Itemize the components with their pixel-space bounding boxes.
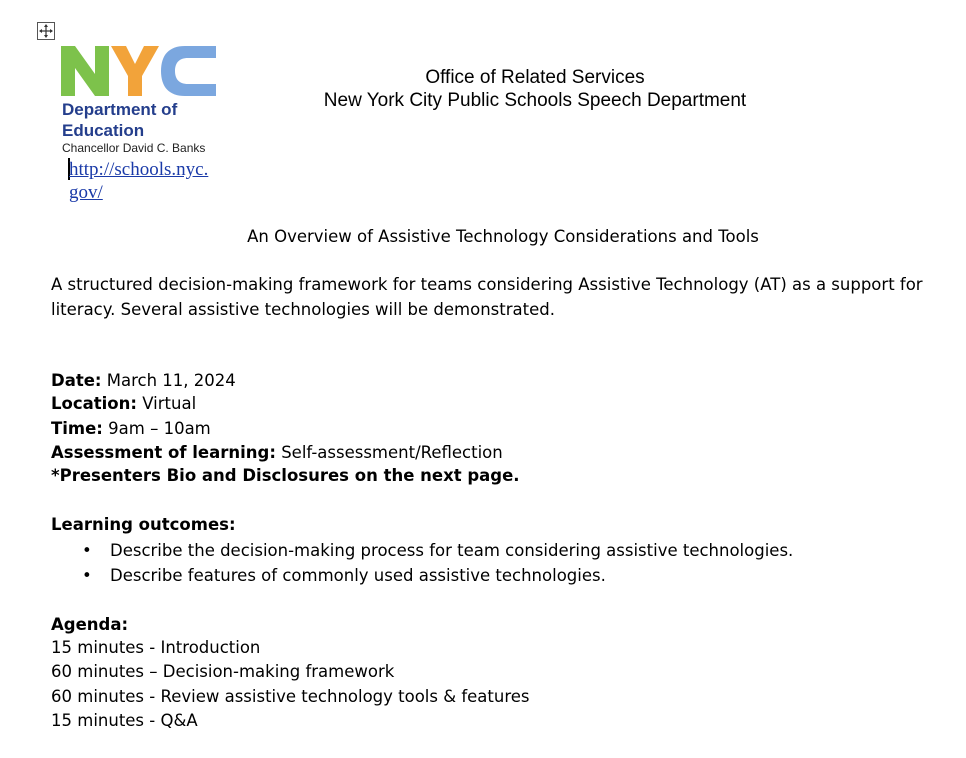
agenda-heading: Agenda: <box>51 615 129 634</box>
document-title: An Overview of Assistive Technology Considerations and Tools <box>247 227 759 246</box>
url-line-1: http://schools.nyc. <box>69 159 209 180</box>
agenda-item: 15 minutes - Introduction <box>51 638 261 657</box>
office-heading: Office of Related Services <box>425 67 645 88</box>
presenters-note: *Presenters Bio and Disclosures on the next page. <box>51 466 520 485</box>
time-value: 9am – 10am <box>102 419 211 438</box>
logo-chancellor: Chancellor David C. Banks <box>62 141 206 155</box>
location-value: Virtual <box>137 394 197 413</box>
department-heading: New York City Public Schools Speech Department <box>323 90 747 111</box>
time-row <box>51 418 211 440</box>
location-row <box>51 393 196 415</box>
description-paragraph: A structured decision-making framework for teams considering Assistive Technology (AT) as a support for literacy. Several assistive technologies will be demonstrated. <box>51 275 923 319</box>
outcome-item: Describe features of commonly used assistive technologies. <box>110 566 606 585</box>
agenda-item: 60 minutes – Decision-making framework <box>51 662 395 681</box>
date-label: Date: <box>51 371 102 390</box>
outcome-bullet: • <box>82 541 92 560</box>
time-label: Time: <box>51 419 103 438</box>
logo-education-line: Education <box>62 121 145 140</box>
assessment-row <box>51 442 503 464</box>
outcomes-heading: Learning outcomes: <box>51 515 236 534</box>
date-row <box>51 370 236 392</box>
agenda-item: 60 minutes - Review assistive technology tools & features <box>51 687 530 706</box>
assessment-label: Assessment of learning: <box>51 443 276 462</box>
agenda-item: 15 minutes - Q&A <box>51 711 198 730</box>
outcome-item: Describe the decision-making process for team considering assistive technologies. <box>110 541 794 560</box>
nyc-wordmark <box>61 44 221 100</box>
table-move-handle-icon[interactable] <box>37 22 55 40</box>
assessment-value: Self-assessment/Reflection <box>275 443 503 462</box>
location-label: Location: <box>51 394 137 413</box>
url-line-2: gov/ <box>69 182 103 203</box>
schools-url-link[interactable] <box>69 158 229 204</box>
outcome-bullet: • <box>82 566 92 585</box>
date-value: March 11, 2024 <box>101 371 236 390</box>
logo-department-line: Department of <box>62 100 178 119</box>
